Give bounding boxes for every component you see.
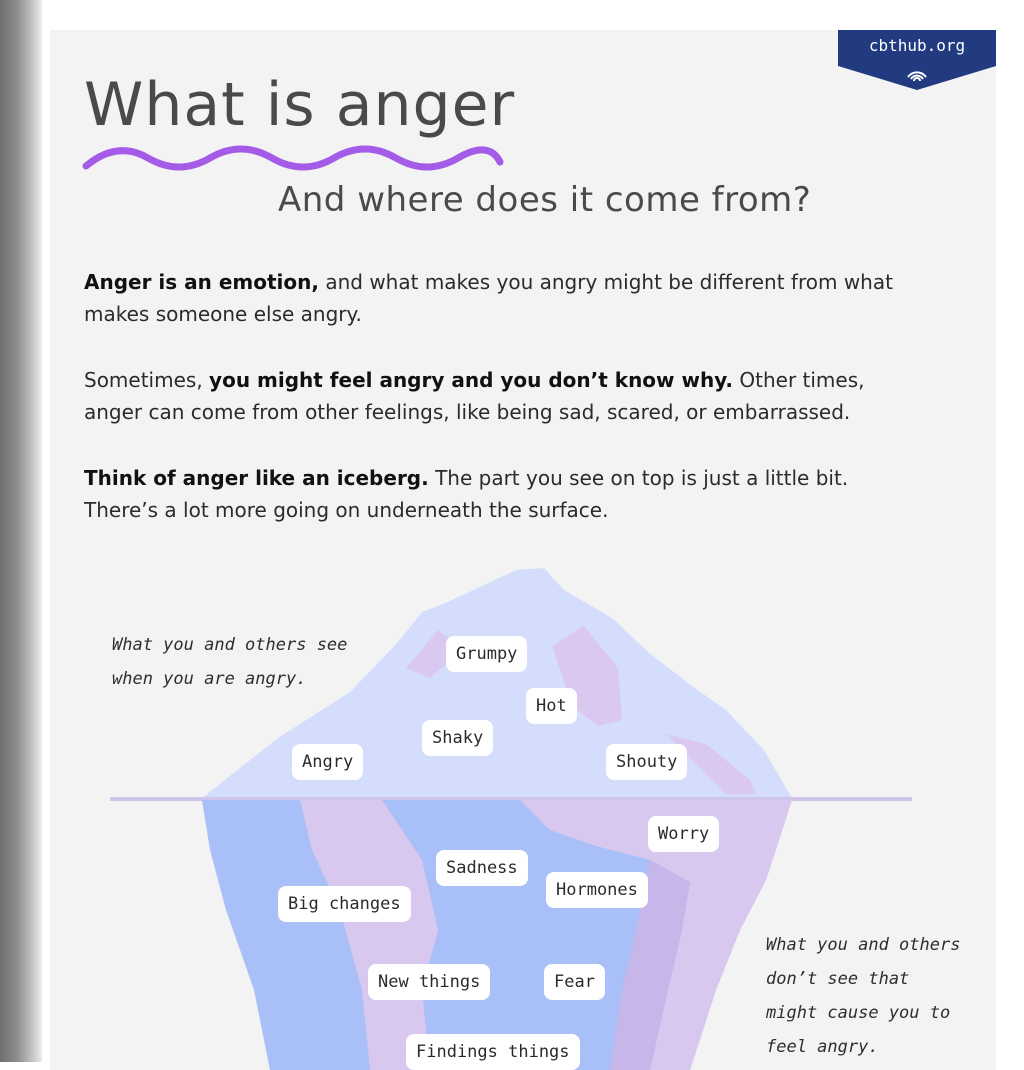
tag-angry: Angry (292, 744, 363, 780)
paragraph-bold: Think of anger like an iceberg. (84, 466, 429, 490)
tag-hot: Hot (526, 688, 577, 724)
note-hidden-causes: What you and others don’t see that might cause you to feel angry. (766, 935, 961, 1057)
tag-shouty: Shouty (606, 744, 687, 780)
iceberg-illustration (50, 30, 996, 1070)
badge-label: cbthub.org (868, 36, 966, 55)
paragraph-text: Other times, anger can come from other feelings, like being sad, scared, or embarrassed. (84, 368, 865, 424)
tag-findings-things: Findings things (406, 1034, 580, 1070)
tag-grumpy: Grumpy (446, 636, 527, 672)
tag-sadness: Sadness (436, 850, 528, 886)
note-visible-anger: What you and others see when you are angry. (112, 635, 348, 689)
page-subtitle: And where does it come from? (278, 180, 812, 220)
tag-big-changes: Big changes (278, 886, 411, 922)
tag-shaky: Shaky (422, 720, 493, 756)
worksheet-page (50, 30, 996, 1070)
paragraph-text: and what makes you angry might be different from what makes someone else angry. (84, 270, 893, 326)
paragraph-bold: Anger is an emotion, (84, 270, 319, 294)
page-title: What is anger (84, 70, 516, 140)
paragraph-text: The part you see on top is just a little bit. There’s a lot more going on underneath the surface. (84, 466, 849, 522)
tag-hormones: Hormones (546, 872, 648, 908)
tag-new-things: New things (368, 964, 490, 1000)
tag-fear: Fear (544, 964, 605, 1000)
tag-worry: Worry (648, 816, 719, 852)
paragraph-lead: Sometimes, (84, 368, 210, 392)
page-shadow (0, 0, 42, 1062)
paragraph-bold: you might feel angry and you don’t know why. (209, 368, 734, 392)
